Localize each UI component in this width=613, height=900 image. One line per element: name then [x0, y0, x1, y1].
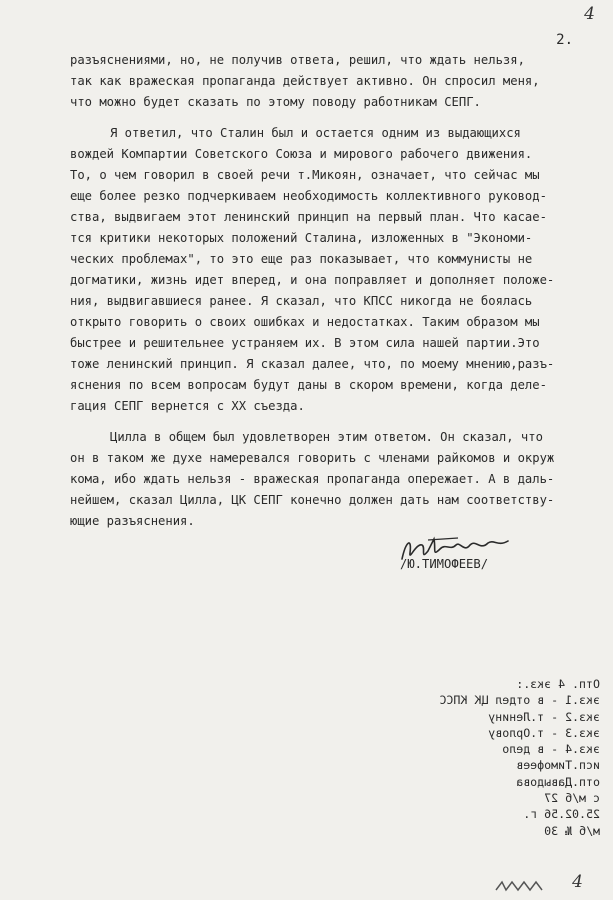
- page-number: 2.: [556, 32, 573, 48]
- distribution-line: исп.Тимофеев: [516, 758, 600, 773]
- distribution-line: отп.Давыдова: [516, 774, 600, 789]
- text-body: [70, 50, 590, 542]
- text-line: яснения по всем вопросам будут даны в скором времени, когда деле-: [70, 378, 547, 392]
- distribution-line: 25.02.56 г.: [523, 807, 600, 822]
- text-line: ния, выдвигавшиеся ранее. Я сказал, что КПСС никогда не боялась: [70, 294, 533, 308]
- text-line: догматики, жизнь идет вперед, и она поправляет и дополняет положе-: [70, 273, 555, 287]
- distribution-line: экз.2 - т.Ленину: [488, 709, 600, 724]
- distribution-line: экз.1 - в отдел ЦК КПСС: [439, 693, 600, 708]
- distribution-line: экз.3 - т.Орлову: [488, 725, 600, 740]
- signature-name: /Ю.ТИМОФЕЕВ/: [400, 557, 489, 571]
- paragraph-2: [70, 123, 590, 417]
- distribution-line: Отп. 4 экз.:: [516, 677, 600, 691]
- text-line: То, о чем говорил в своей речи т.Микоян, означает, что сейчас мы: [70, 168, 540, 182]
- text-line: Цилла в общем был удовлетворен этим ответом. Он сказал, что: [110, 430, 543, 444]
- text-line: быстрее и решительнее устраняем их. В этом сила нашей партии.Это: [70, 336, 540, 350]
- text-line: ческих проблемах", то это еще раз показывает, что коммунисты не: [70, 252, 533, 266]
- text-line: открыто говорить о своих ошибках и недостатках. Таким образом мы: [70, 315, 540, 329]
- text-line: так как вражеская пропаганда действует активно. Он спросил меня,: [70, 74, 540, 88]
- text-line: тоже ленинский принцип. Я сказал далее, что, по моему мнению,разъ-: [70, 357, 555, 371]
- text-line: тся критики некоторых положений Сталина, изложенных в "Экономи-: [70, 231, 533, 245]
- paragraph-1: [70, 50, 590, 113]
- bottom-page-number: 4: [572, 872, 583, 892]
- text-line: вождей Компартии Советского Союза и мирового рабочего движения.: [70, 147, 533, 161]
- text-line: Я ответил, что Сталин был и остается одним из выдающихся: [110, 126, 521, 140]
- text-line: ющие разъяснения.: [70, 514, 195, 528]
- text-line: разъяснениями, но, не получив ответа, решил, что ждать нельзя,: [70, 53, 525, 67]
- text-line: гация СЕПГ вернется с ХХ съезда.: [70, 399, 305, 413]
- text-line: ства, выдвигаем этот ленинский принцип на первый план. Что касае-: [70, 210, 547, 224]
- text-line: еще более резко подчеркиваем необходимость коллективного руковод-: [70, 189, 547, 203]
- text-line: нейшем, сказал Цилла, ЦК СЕПГ конечно должен дать нам соответству-: [70, 493, 555, 507]
- distribution-line: экз.4 - в дело: [502, 742, 600, 757]
- stamp-mark: [494, 878, 544, 894]
- text-line: кома, ибо ждать нельзя - вражеская пропаганда опережает. А в даль-: [70, 472, 555, 486]
- distribution-line: м/б № 30: [544, 823, 600, 838]
- distribution-line: с м/б 27: [544, 791, 600, 806]
- text-line: он в таком же духе намеревался говорить с членами райкомов и окруж: [70, 451, 555, 465]
- paragraph-3: [70, 427, 590, 532]
- text-line: что можно будет сказать по этому поводу работникам СЕПГ.: [70, 95, 481, 109]
- corner-page-number: 4: [584, 4, 595, 24]
- distribution-list-mirrored: [439, 676, 600, 839]
